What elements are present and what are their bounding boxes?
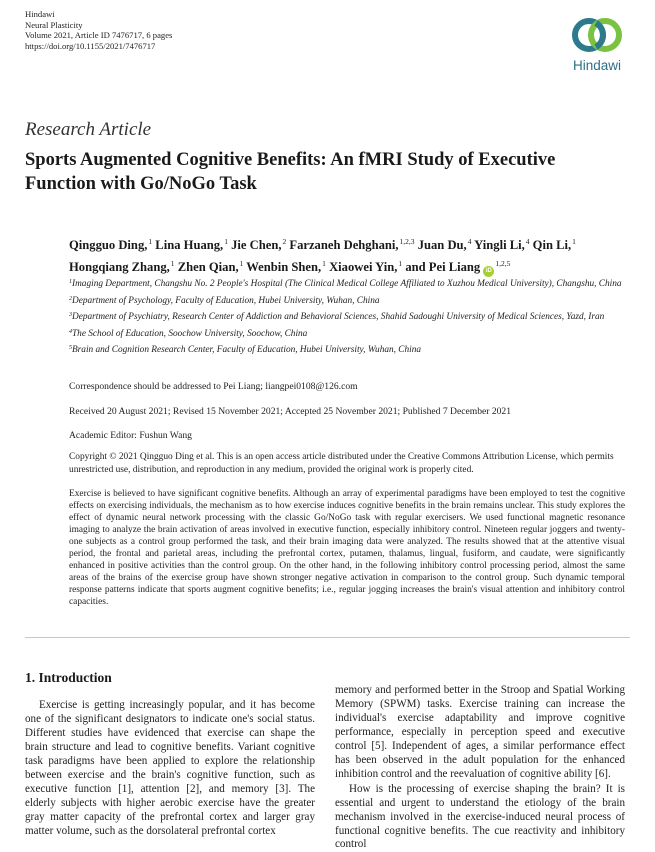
right-column — [335, 684, 625, 851]
author: Jie Chen,$^2$ — [231, 237, 287, 252]
section-heading: 1. Introduction — [25, 670, 112, 685]
volume-info: Volume 2021, Article ID 7476717, 6 pages — [25, 30, 173, 41]
author: Farzaneh Dehghani,$^{1,2,3}$ — [289, 237, 415, 252]
author: and Pei Liang iD$^{1,2,5}$ — [405, 260, 510, 274]
article-type: Research Article — [25, 119, 152, 140]
affiliation: $^3$Department of Psychiatry, Research Center of Addiction and Behavioral Sciences, Shahid Sadoughi University of Medical Sciences, Yazd, Iran — [69, 312, 605, 322]
hindawi-logo — [562, 12, 632, 82]
paragraph: How is the processing of exercise shaping the brain? It is essential and urgent to understand the etiology of the brain mechanism involved in the exercise-induced neural process of functional cognitive benefits. The cue reactivity and inhibitory control — [335, 782, 625, 851]
doi-link[interactable]: https://doi.org/10.1155/2021/7476717 — [25, 40, 156, 51]
publisher-name: Hindawi — [25, 9, 55, 19]
academic-editor: Academic Editor: Fushun Wang — [69, 430, 192, 441]
affiliation: $^4$The School of Education, Soochow University, Soochow, China — [69, 328, 308, 339]
author: Qingguo Ding,$^1$ — [69, 237, 153, 252]
author: Qin Li,$^1$ — [532, 237, 576, 252]
affiliation: $^1$Imaging Department, Changshu No. 2 People's Hospital (The Clinical Medical College Affiliated to Xuzhou Medical University), Changshu, China — [69, 279, 622, 289]
publication-dates: Received 20 August 2021; Revised 15 November 2021; Accepted 25 November 2021; Published 7 December 2021 — [69, 406, 512, 417]
paragraph: Exercise is getting increasingly popular, and it has become one of the significant designators to indicate one's social status. Different studies have evidenced that exercise can shape the brain structure and lead to cognitive benefits. Variant cognitive task paradigms have been applied to explore the relationship between exercise and the brain's cognitive function, such as executive function [1], attention [2], and memory [3]. The elderly subjects with higher aerobic exercise have the greater gray matter capacity of the prefrontal cortex and larger gray matter volume, such as the dorsolateral prefrontal cortex — [25, 699, 315, 837]
journal-name: Neural Plasticity — [25, 19, 83, 30]
author: Juan Du,$^4$ — [417, 237, 472, 252]
author: Xiaowei Yin,$^1$ — [329, 258, 403, 274]
author: Wenbin Shen,$^1$ — [246, 258, 326, 274]
affiliation: $^2$Department of Psychology, Faculty of Education, Hubei University, Wuhan, China — [69, 295, 380, 306]
left-column — [25, 699, 315, 837]
abstract: Exercise is believed to have significant cognitive benefits. Although an array of experimental paradigms have been employed to test the cognitive effects on exercising individuals, the mechanism as to how exercise induces cognitive benefits in the brain remains unclear. This study explores the effect of dynamic neural network processing with the classic Go/NoGo task with regular exercisers. We used functional magnetic resonance imaging to analyze the brain activation of areas involved in executive function, especially inhibitory control. Nineteen regular joggers and twenty-one subjects as a control group performed the task, and their brain imaging data were analyzed. The results showed that at the attentive visual period, the frontal and parietal areas, including the prefrontal cortex, putamen, thalamus, lingual, fusiform, and caudate, were significantly enhanced in positive activities than the control group. On the other hand, in the following inhibitory control processing period, almost the same areas of the brains of the exercise group have shown stronger negative activation in comparison to the control group. Such dynamic temporal response patterns indicate that sports augment cognitive benefits; i.e., regular jogging increases the brain's visual attention and inhibitory control capacities. — [69, 489, 625, 608]
author: Hongqiang Zhang,$^1$ — [69, 258, 175, 274]
affiliation: $^5$Brain and Cognition Research Center, Faculty of Education, Hubei University, Wuhan, China — [69, 345, 422, 355]
author: Yingli Li,$^4$ — [474, 237, 530, 252]
article-title: Sports Augmented Cognitive Benefits: An fMRI Study of Executive Function with Go/NoGo Task — [25, 150, 556, 194]
orcid-icon[interactable]: iD — [483, 266, 494, 277]
affiliations — [69, 276, 629, 359]
author: Lina Huang,$^1$ — [155, 237, 228, 252]
journal-header — [25, 9, 172, 51]
logo-wordmark: Hindawi — [572, 58, 622, 73]
section-divider — [25, 637, 630, 638]
copyright-notice: Copyright © 2021 Qingguo Ding et al. This is an open access article distributed under the Creative Commons Attribution License, which permits unrestricted use, distribution, and reproduction in any medium, provided the original work is properly cited. — [69, 452, 614, 475]
paragraph: memory and performed better in the Stroop and Spatial Working Memory (SPWM) tasks. Exercise training can increase the individual's exercise adaptability and improve cognitive performance, especially in perception speed and executive control [5]. Independent of ages, a similar performance effect has been observed in the adult population for the enhanced inhibition control and the reevaluation of cognitive ability [6]. — [335, 684, 625, 780]
author-list — [69, 233, 634, 277]
correspondence: Correspondence should be addressed to Pei Liang; liangpei0108@126.com — [69, 381, 358, 392]
hindawi-rings-icon — [569, 12, 625, 58]
author: Zhen Qian,$^1$ — [177, 258, 244, 274]
